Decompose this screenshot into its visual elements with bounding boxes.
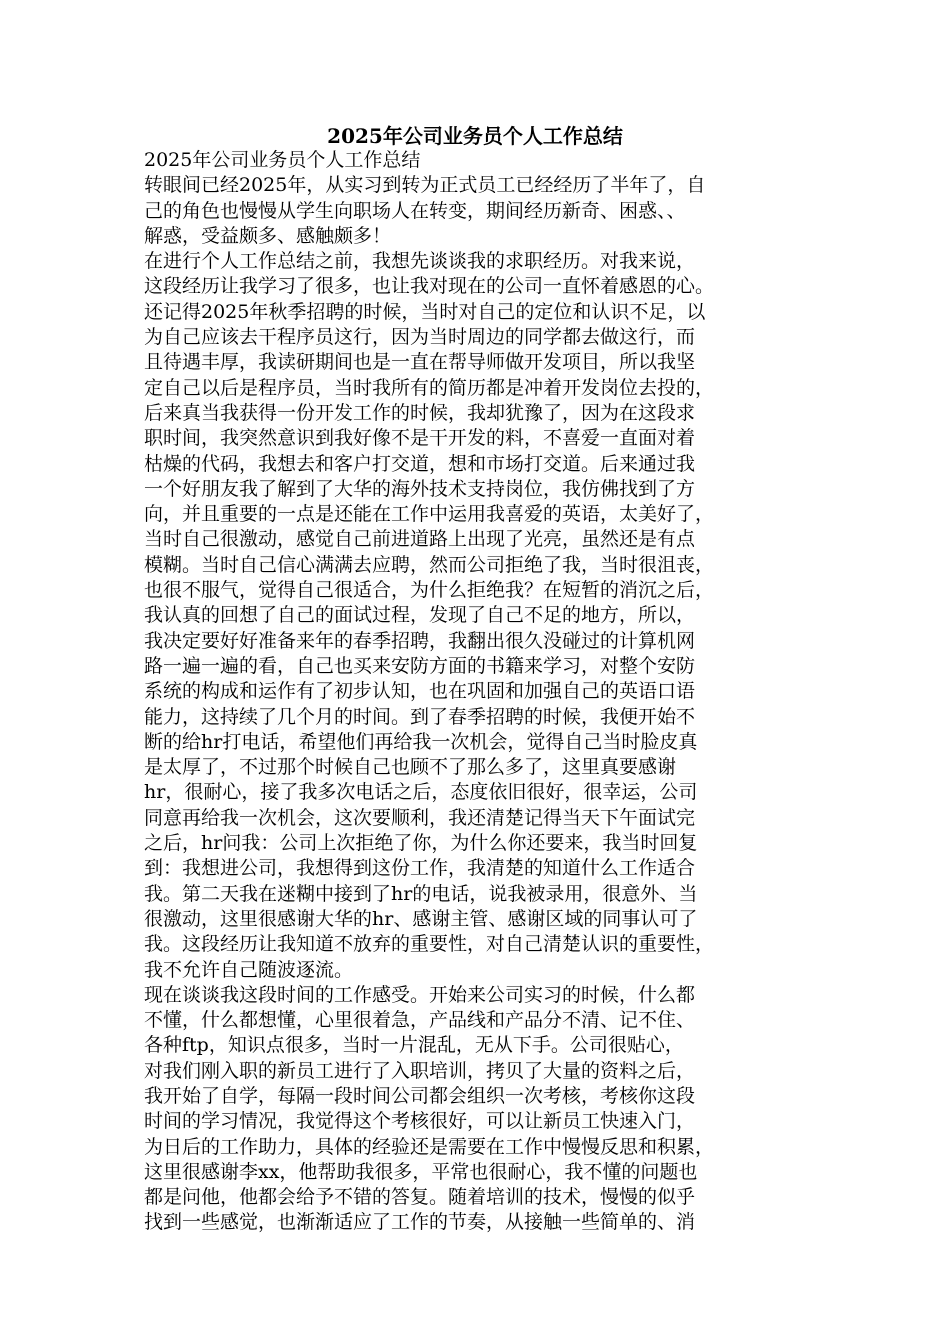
text-line: 为自己应该去干程序员这行，因为当时周边的同学都去做这行，而 xyxy=(144,326,696,349)
text-line: 2025年公司业务员个人工作总结 xyxy=(144,149,421,171)
text-line: 还记得2025年秋季招聘的时候，当时对自己的定位和认识不足，以 xyxy=(144,300,706,323)
text-line: 时间的学习情况，我觉得这个考核很好，可以让新员工快速入门， xyxy=(144,1110,696,1133)
text-line: 同意再给我一次机会，这次要顺利，我还清楚记得当天下午面试完 xyxy=(144,806,696,829)
text-line: 之后，hr问我：公司上次拒绝了你，为什么你还要来，我当时回复 xyxy=(144,832,698,855)
text-line: 我不允许自己随波逐流。 xyxy=(144,958,354,981)
text-line: 系统的构成和运作有了初步认知，也在巩固和加强自己的英语口语 xyxy=(144,680,696,703)
text-line: 解惑，受益颇多、感触颇多！ xyxy=(144,224,392,247)
text-line: 到：我想进公司，我想得到这份工作，我清楚的知道什么工作适合 xyxy=(144,857,696,880)
text-line: 不懂，什么都想懂，心里很着急，产品线和产品分不清、记不住、 xyxy=(144,1009,696,1032)
text-line: 这里很感谢李xx，他帮助我很多，平常也很耐心，我不懂的问题也 xyxy=(144,1160,698,1183)
text-line: 都是问他，他都会给予不错的答复。随着培训的技术，慢慢的似乎 xyxy=(144,1186,696,1209)
text-line: 断的给hr打电话，希望他们再给我一次机会，觉得自己当时脸皮真 xyxy=(144,730,698,753)
text-line: 也很不服气，觉得自己很适合，为什么拒绝我？在短暂的消沉之后， xyxy=(144,579,715,602)
text-line: 为日后的工作助力，具体的经验还是需要在工作中慢慢反思和积累， xyxy=(144,1135,715,1158)
text-line: 我认真的回想了自己的面试过程，发现了自己不足的地方，所以， xyxy=(144,604,696,627)
text-line: 且待遇丰厚，我读研期间也是一直在帮导师做开发项目，所以我坚 xyxy=(144,351,696,374)
text-line: 在进行个人工作总结之前，我想先谈谈我的求职经历。对我来说， xyxy=(144,250,696,273)
text-line: 枯燥的代码，我想去和客户打交道，想和市场打交道。后来通过我 xyxy=(144,452,696,475)
text-line: 能力，这持续了几个月的时间。到了春季招聘的时候，我便开始不 xyxy=(144,705,696,728)
document-title: 2025年公司业务员个人工作总结 xyxy=(327,124,623,148)
text-line: 对我们刚入职的新员工进行了入职培训，拷贝了大量的资料之后， xyxy=(144,1059,696,1082)
text-line: 找到一些感觉，也渐渐适应了工作的节奏，从接触一些简单的、消 xyxy=(144,1211,696,1234)
text-line: 我决定要好好准备来年的春季招聘，我翻出很久没碰过的计算机网 xyxy=(144,629,696,652)
text-line: 各种ftp，知识点很多，当时一片混乱，无从下手。公司很贴心， xyxy=(144,1034,684,1057)
text-line: 路一遍一遍的看，自己也买来安防方面的书籍来学习，对整个安防 xyxy=(144,654,696,677)
text-line: 定自己以后是程序员，当时我所有的简历都是冲着开发岗位去投的， xyxy=(144,376,715,399)
text-line: 己的角色也慢慢从学生向职场人在转变，期间经历新奇、困惑、、 xyxy=(144,199,686,222)
text-line: 我。第二天我在迷糊中接到了hr的电话，说我被录用，很意外、当 xyxy=(144,882,698,905)
text-line: 一个好朋友我了解到了大华的海外技术支持岗位，我仿佛找到了方 xyxy=(144,477,696,500)
text-line: hr，很耐心，接了我多次电话之后，态度依旧很好，很幸运，公司 xyxy=(144,781,698,804)
text-line: 现在谈谈我这段时间的工作感受。开始来公司实习的时候，什么都 xyxy=(144,983,696,1006)
text-line: 很激动，这里很感谢大华的hr、感谢主管、感谢区域的同事认可了 xyxy=(144,907,698,930)
text-line: 转眼间已经2025年，从实习到转为正式员工已经经历了半年了，自 xyxy=(144,174,706,197)
text-line: 我。这段经历让我知道不放弃的重要性，对自己清楚认识的重要性， xyxy=(144,933,715,956)
document-body xyxy=(144,148,814,1236)
text-line: 职时间，我突然意识到我好像不是干开发的料，不喜爱一直面对着 xyxy=(144,427,696,450)
text-line: 我开始了自学，每隔一段时间公司都会组织一次考核，考核你这段 xyxy=(144,1084,696,1107)
text-line: 这段经历让我学习了很多，也让我对现在的公司一直怀着感恩的心。 xyxy=(144,275,715,298)
text-line: 是太厚了，不过那个时候自己也顾不了那么多了，这里真要感谢 xyxy=(144,756,677,779)
text-line: 向，并且重要的一点是还能在工作中运用我喜爱的英语，太美好了， xyxy=(144,503,715,526)
text-line: 后来真当我获得一份开发工作的时候，我却犹豫了，因为在这段求 xyxy=(144,401,696,424)
text-line: 模糊。当时自己信心满满去应聘，然而公司拒绝了我，当时很沮丧， xyxy=(144,553,715,576)
text-line: 当时自己很激动，感觉自己前进道路上出现了光亮，虽然还是有点 xyxy=(144,528,696,551)
